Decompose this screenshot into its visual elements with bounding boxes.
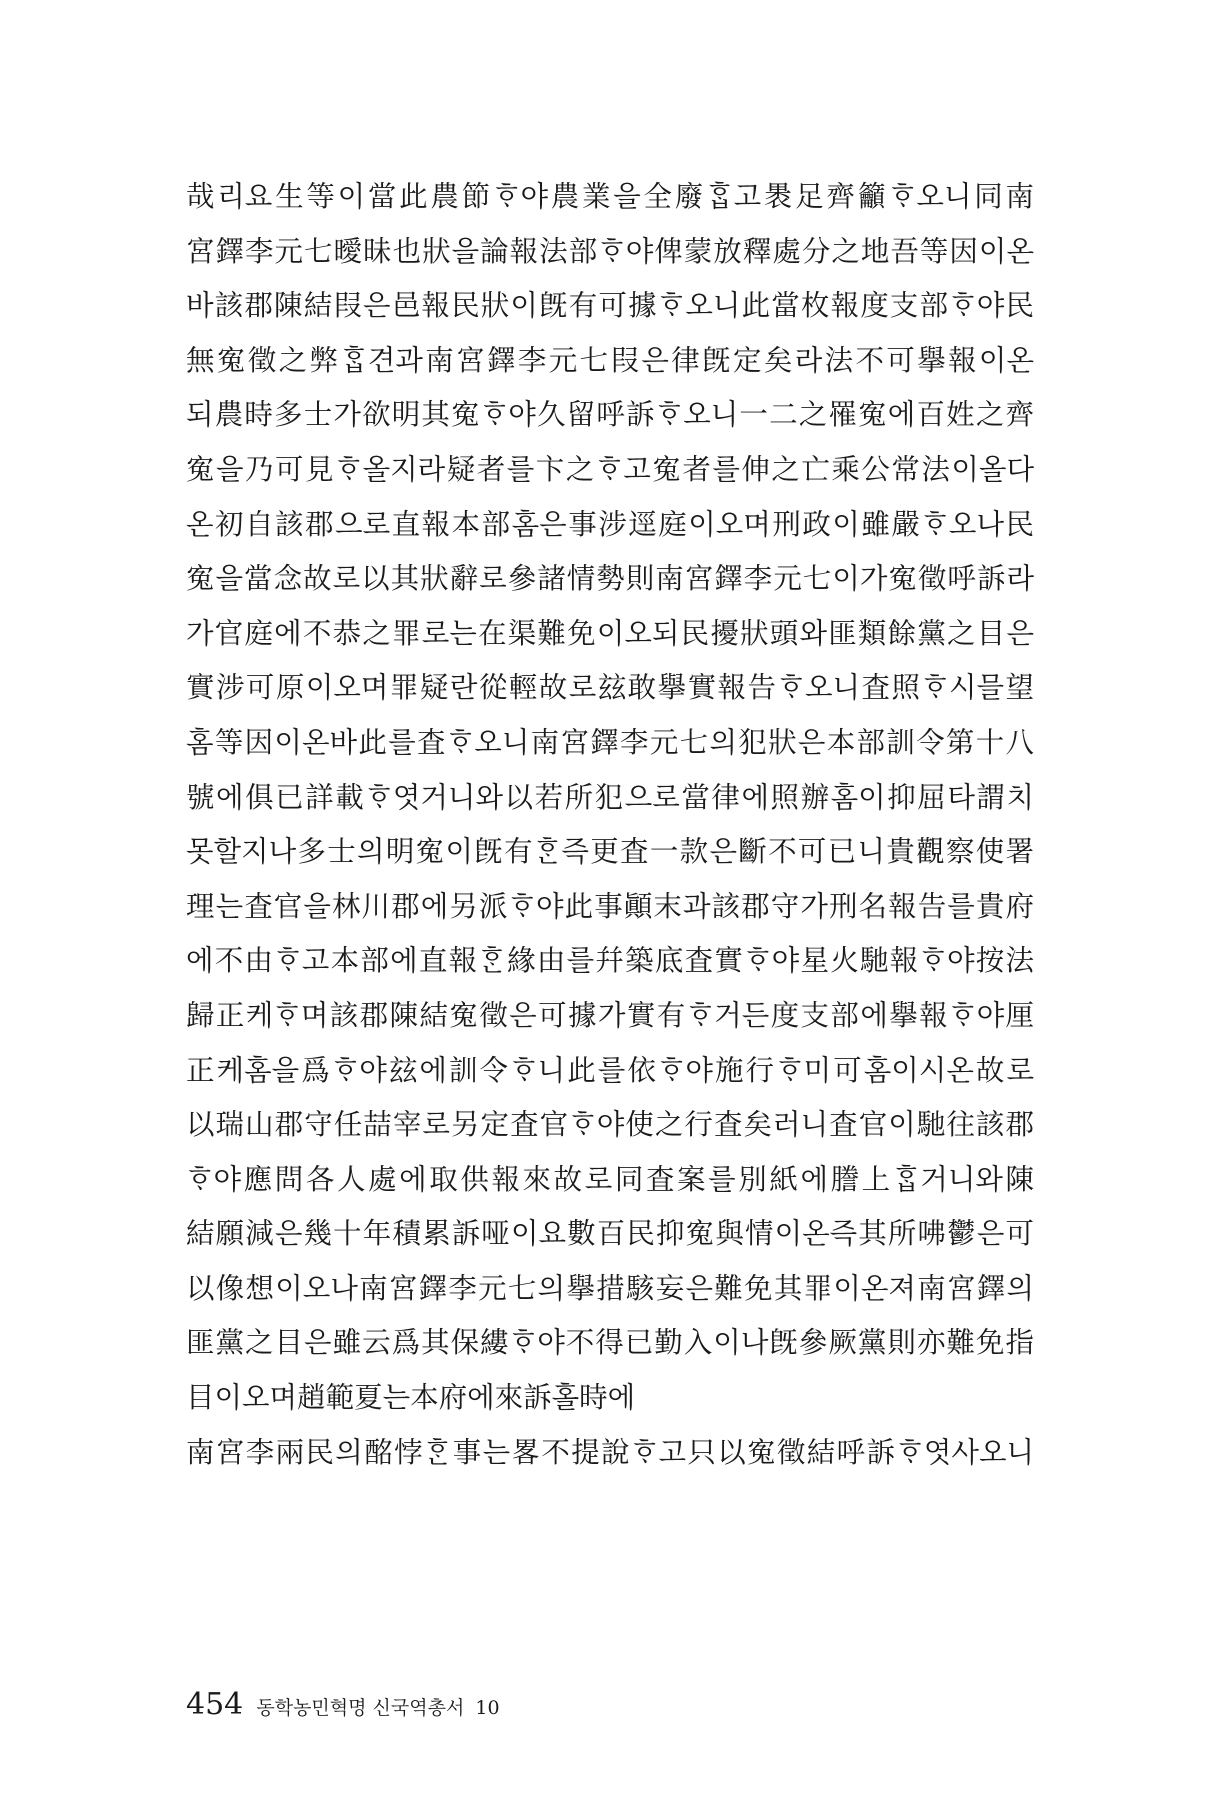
text-line: 홈等因이온바此를査ᄒᆞ오니南宮鐸李元七의犯狀은本部訓令第十八 bbox=[186, 725, 1034, 759]
page-footer bbox=[186, 1685, 500, 1725]
text-line: 에不由ᄒᆞ고本部에直報ᄒᆞᆫ緣由를幷築底査實ᄒᆞ야星火馳報ᄒᆞ야按法 bbox=[186, 944, 1034, 978]
text-line: 以像想이오나南宮鐸李元七의擧措駭妄은難免其罪이온져南宮鐸의 bbox=[186, 1271, 1034, 1305]
text-line: 寃을當念故로以其狀辭로參諸情勢則南宮鐸李元七이가寃徵呼訴라 bbox=[186, 562, 1034, 596]
body-text bbox=[186, 170, 1034, 1480]
page-number: 454 bbox=[186, 1687, 244, 1722]
text-line: 가官庭에不恭之罪로는在渠難免이오되民擾狀頭와匪類餘黨之目은 bbox=[186, 616, 1034, 650]
text-line: 宮鐸李元七曖昧也狀을論報法部ᄒᆞ야俾蒙放釋處分之地吾等因이온 bbox=[186, 234, 1034, 268]
text-line: 結願減은幾十年積累訴哑이요數百民抑寃與情이온즉其所咈鬱은可 bbox=[186, 1217, 1034, 1251]
text-line: 無寃徵之弊ᄒᆞᆸ견과南宮鐸李元七叚은律旣定矣라法不可擧報이온 bbox=[186, 343, 1034, 377]
text-line: 온初自該郡으로直報本部홈은事涉逕庭이오며刑政이雖嚴ᄒᆞ오나民 bbox=[186, 507, 1034, 541]
text-line: 되農時多士가欲明其寃ᄒᆞ야久留呼訴ᄒᆞ오니一二之罹寃에百姓之齊 bbox=[186, 398, 1034, 432]
volume-number: 10 bbox=[475, 1697, 500, 1719]
series-title: 동학농민혁명 신국역총서 bbox=[256, 1697, 465, 1719]
text-line: 南宮李兩民의酩悖ᄒᆞᆫ事는畧不提說ᄒᆞ고只以寃徵結呼訴ᄒᆞ엿사오니 bbox=[186, 1435, 1034, 1469]
text-line: 歸正케ᄒᆞ며該郡陳結寃徵은可據가實有ᄒᆞ거든度支部에擧報ᄒᆞ야厘 bbox=[186, 998, 1034, 1032]
text-line: ᄒᆞ야應問各人處에取供報來故로同査案를別紙에謄上ᄒᆞᆸ거니와陳 bbox=[186, 1162, 1034, 1196]
text-line: 以瑞山郡守任喆宰로另定査官ᄒᆞ야使之行査矣러니査官이馳往該郡 bbox=[186, 1108, 1034, 1142]
text-line: 號에俱已詳載ᄒᆞ엿거니와以若所犯으로當律에照辦홈이抑屈타謂치 bbox=[186, 780, 1034, 814]
text-line: 正케홈을爲ᄒᆞ야玆에訓令ᄒᆞ니此를依ᄒᆞ야施行ᄒᆞ미可홈이시온故로 bbox=[186, 1053, 1034, 1087]
text-line: 實涉可原이오며罪疑란從輕故로玆敢擧實報告ᄒᆞ오니査照ᄒᆞ시믈望 bbox=[186, 671, 1034, 705]
text-line: 寃을乃可見ᄒᆞ올지라疑者를卞之ᄒᆞ고寃者를伸之亡乘公常法이올다 bbox=[186, 452, 1034, 486]
text-line: 바該郡陳結叚은邑報民狀이旣有可據ᄒᆞ오니此當枚報度支部ᄒᆞ야民 bbox=[186, 289, 1034, 323]
text-line: 理는査官을林川郡에另派ᄒᆞ야此事顚末과該郡守가刑名報告를貴府 bbox=[186, 889, 1034, 923]
text-line: 못할지나多士의明寃이旣有ᄒᆞᆫ즉更査一款은斷不可已니貴觀察使署 bbox=[186, 835, 1034, 869]
text-line: 哉리요生等이當此農節ᄒᆞ야農業을全廢ᄒᆞᆸ고褁足齊籲ᄒᆞ오니同南 bbox=[186, 180, 1034, 213]
text-line: 匪黨之目은雖云爲其保縷ᄒᆞ야不得已勤入이나旣參厥黨則亦難免指 bbox=[186, 1326, 1034, 1360]
paragraph-end-line: 目이오며趙範夏는本府에來訴홀時에 bbox=[186, 1381, 636, 1415]
